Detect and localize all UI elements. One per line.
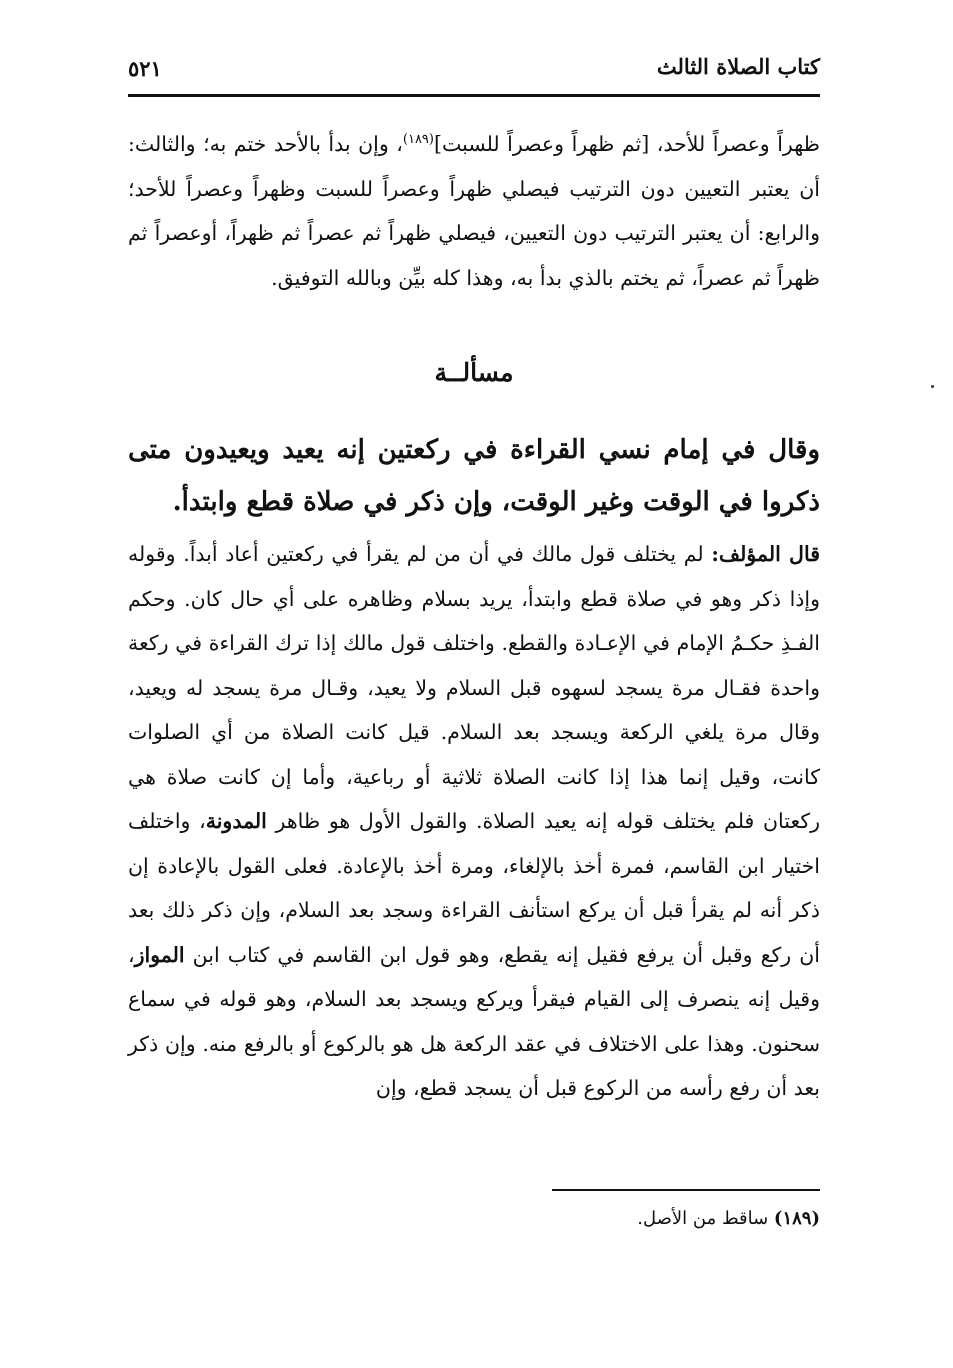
quote-body: في إمام نسي القراءة في ركعتين إنه يعيد ويعيدون متى ذكروا في الوقت وغير الوقت، وإن ذكر في صلاة قطع وابتدأ. bbox=[128, 435, 820, 517]
author-lead: قال المؤلف: bbox=[711, 542, 820, 566]
paragraph-2-text-a: لم يختلف قول مالك في أن من لم يقرأ في ركعتين أعاد أبداً. وقوله وإذا ذكر وهو في صلاة قطع وابتدأ، يريد بسلام وظاهره على أي حال كان. وحكم الفـذِ حكـمُ الإمام في الإعـادة والقطع. واختلف قول مالك إذا ترك القراءة في ركعة واحدة فقـال مرة يسجد لسهوه قبل السلام ولا يعيد، وقـال مرة يسجد له ويعيد، وقال مرة يلغي الركعة ويسجد بعد السلام. قيل كانت الصلاة من أي الصلوات كانت، وقيل إنما هذا إذا كانت الصلاة ثلاثية أو رباعية، وأما إن كانت صلاة هي ركعتان فلم يختلف قوله إنه يعيد الصلاة. والقول الأول هو ظاهر bbox=[128, 542, 820, 833]
quoted-text bbox=[128, 424, 820, 528]
footnote bbox=[637, 1208, 820, 1229]
paragraph-2-text-c: ، وقيل إنه ينصرف إلى القيام فيقرأ ويركع ويسجد بعد السلام، وهو قوله في سماع سحنون. وهذا على الاختلاف في عقد الركعة هل هو بالركوع أو بالرفع منه. وإن ذكر بعد أن رفع رأسه من الركوع قبل أن يسجد قطع، وإن bbox=[128, 942, 820, 1100]
bold-term-mudawwana: المدونة bbox=[205, 809, 267, 833]
paragraph-1-text-a: ظهراً وعصراً للأحد، [ثم ظهراً وعصراً للسبت] bbox=[434, 132, 820, 156]
header-rule bbox=[128, 94, 820, 97]
paragraph-2-text-b: ، واختلف اختيار ابن القاسم، فمرة أخذ بالإلغاء، ومرة أخذ بالإعادة. فعلى القول بالإعادة إن ذكر أنه لم يقرأ قبل أن يركع استأنف القراءة وسجد بعد السلام، وإن ذكر ذلك بعد أن ركع وقبل أن يرفع فقيل إنه يقطع، وهو قول ابن القاسم في كتاب ابن bbox=[128, 809, 820, 967]
scan-speck bbox=[931, 385, 934, 388]
page-header bbox=[128, 46, 820, 94]
running-title: كتاب الصلاة الثالث bbox=[656, 54, 820, 79]
footnote-rule bbox=[552, 1189, 820, 1191]
bold-term-mawaz: المواز bbox=[134, 942, 185, 967]
footnote-text: ساقط من الأصل. bbox=[637, 1208, 774, 1229]
page-number: ٥٢١ bbox=[128, 56, 162, 81]
section-heading: مسألــة bbox=[434, 358, 514, 387]
footnote-number: (١٨٩) bbox=[773, 1208, 820, 1229]
quote-lead: وقال bbox=[768, 435, 820, 465]
footnote-reference[interactable]: (١٨٩) bbox=[402, 132, 434, 148]
paragraph-1 bbox=[128, 122, 820, 300]
paragraph-1-text-b: ، وإن بدأ بالأحد ختم به؛ والثالث: أن يعتبر التعيين دون الترتيب فيصلي ظهراً وعصراً للسبت وظهراً وعصراً للأحد؛ والرابع: أن يعتبر الترتيب دون التعيين، فيصلي ظهراً ثم عصراً ثم ظهراً، أوعصراً ثم ظهراً ثم عصراً، ثم يختم بالذي بدأ به، وهذا كله بيِّن وبالله التوفيق. bbox=[128, 132, 820, 290]
paragraph-2 bbox=[128, 532, 820, 1111]
